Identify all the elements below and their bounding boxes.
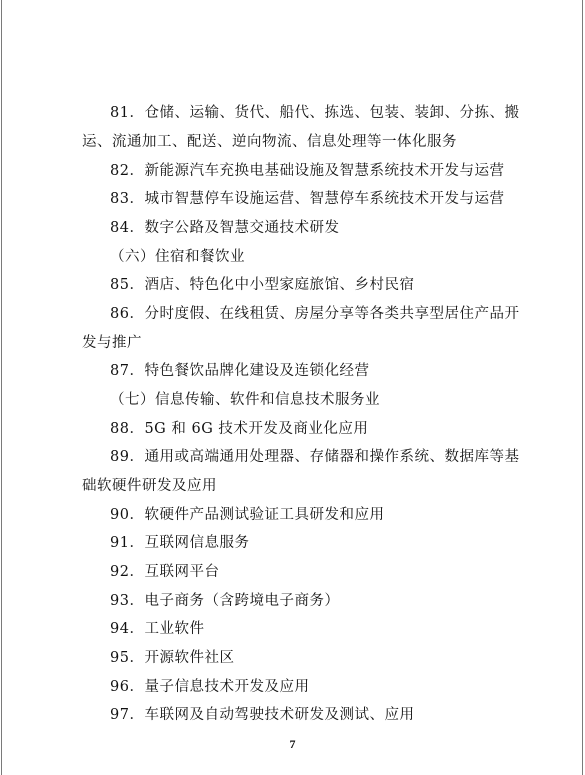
item-81-line-2: 运、流通加工、配送、逆向物流、信息处理等一体化服务 (82, 134, 457, 150)
item-93: 93．电子商务（含跨境电子商务） (110, 593, 340, 609)
item-90: 90．软硬件产品测试验证工具研发和应用 (110, 507, 385, 523)
page-number: 7 (289, 737, 296, 751)
item-82: 82．新能源汽车充换电基础设施及智慧系统技术开发与运营 (110, 163, 505, 179)
item-81-line-1: 81．仓储、运输、货代、船代、拣选、包装、装卸、分拣、搬 (110, 105, 520, 121)
item-97: 97．车联网及自动驾驶技术研发及测试、应用 (110, 707, 415, 723)
item-94: 94．工业软件 (110, 621, 205, 637)
item-88: 88．5G 和 6G 技术开发及商业化应用 (110, 421, 369, 437)
item-91: 91．互联网信息服务 (110, 535, 250, 551)
item-92: 92．互联网平台 (110, 564, 220, 580)
item-87: 87．特色餐饮品牌化建设及连锁化经营 (110, 363, 370, 379)
item-85: 85．酒店、特色化中小型家庭旅馆、乡村民宿 (110, 277, 415, 293)
item-95: 95．开源软件社区 (110, 650, 235, 666)
item-89-line-2: 础软硬件研发及应用 (82, 478, 217, 494)
item-84: 84．数字公路及智慧交通技术研发 (110, 220, 340, 236)
item-86-line-2: 发与推广 (82, 335, 142, 351)
item-83: 83．城市智慧停车设施运营、智慧停车系统技术开发与运营 (110, 191, 505, 207)
item-86-line-1: 86．分时度假、在线租赁、房屋分享等各类共享型居住产品开 (110, 306, 520, 322)
section-heading-6: （六）住宿和餐饮业 (110, 249, 245, 265)
item-89-line-1: 89．通用或高端通用处理器、存储器和操作系统、数据库等基 (110, 449, 520, 465)
item-96: 96．量子信息技术开发及应用 (110, 679, 310, 695)
section-heading-7: （七）信息传输、软件和信息技术服务业 (110, 392, 380, 408)
